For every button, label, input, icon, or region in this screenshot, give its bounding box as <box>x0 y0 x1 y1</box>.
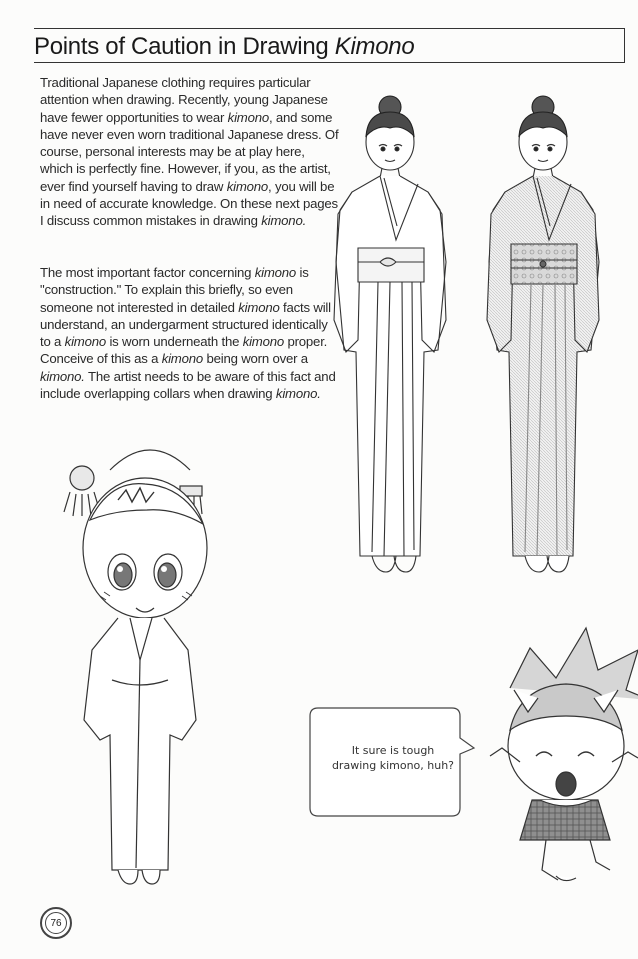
kimono-figure-patterned <box>487 96 599 572</box>
chibi-girl-kimono <box>64 450 207 884</box>
paragraph2-run: kimono. <box>40 368 85 384</box>
paragraph1-run: kimono <box>226 178 269 194</box>
paragraph2-run: is worn underneath the <box>105 334 243 350</box>
paragraph2-run: kimono <box>254 265 297 280</box>
paragraph1-run: kimono <box>227 109 269 125</box>
paragraph1-run: , you will be in need of accurate knowledge. On these next pages I discuss common mistakes in drawing <box>40 178 338 229</box>
title-emphasis: Kimono <box>334 33 415 60</box>
paragraph2-run: kimono <box>161 351 203 367</box>
title-prefix: Points of Caution in Drawing <box>34 33 335 60</box>
paragraph2-run: The most important factor concerning <box>40 265 255 280</box>
paragraph2-run: being worn over a <box>203 351 308 367</box>
kimono-figure-plain <box>334 96 446 572</box>
paragraph1-run: , and some have never even worn traditional Japanese dress. Of course, personal interests may be at play here, which is perfectly fine. However, if you, as the artist, ever find yourself having to draw <box>40 109 339 194</box>
paragraph1-run: kimono. <box>261 213 307 229</box>
paragraph2-run: kimono. <box>275 386 321 402</box>
paragraph2-run: kimono <box>64 334 106 350</box>
speech-line-2: drawing kimono, huh? <box>331 759 455 772</box>
speech-line-1: It sure is tough <box>351 744 435 757</box>
paragraph2-run: is "construction." To explain this briefly, so even someone not interested in detailed <box>40 265 309 315</box>
paragraph2-run: facts will understand, an undergarment structured identically to a <box>40 299 331 350</box>
page-number-badge <box>40 907 72 939</box>
chibi-girl-cheering <box>490 628 638 881</box>
speech-bubble-text <box>318 743 468 773</box>
paragraph2-run: kimono <box>238 299 280 315</box>
paragraph2-run: The artist needs to be aware of this fact and include overlapping collars when drawing <box>40 368 336 402</box>
page-number: 76 <box>45 912 67 934</box>
paragraph1-run: Traditional Japanese clothing requires particular attention when drawing. Recently, young Japanese have fewer opportunities to wear <box>40 75 328 125</box>
paragraph2-run: proper. Conceive of this as a <box>40 334 328 367</box>
paragraph2-run: kimono <box>242 334 284 350</box>
